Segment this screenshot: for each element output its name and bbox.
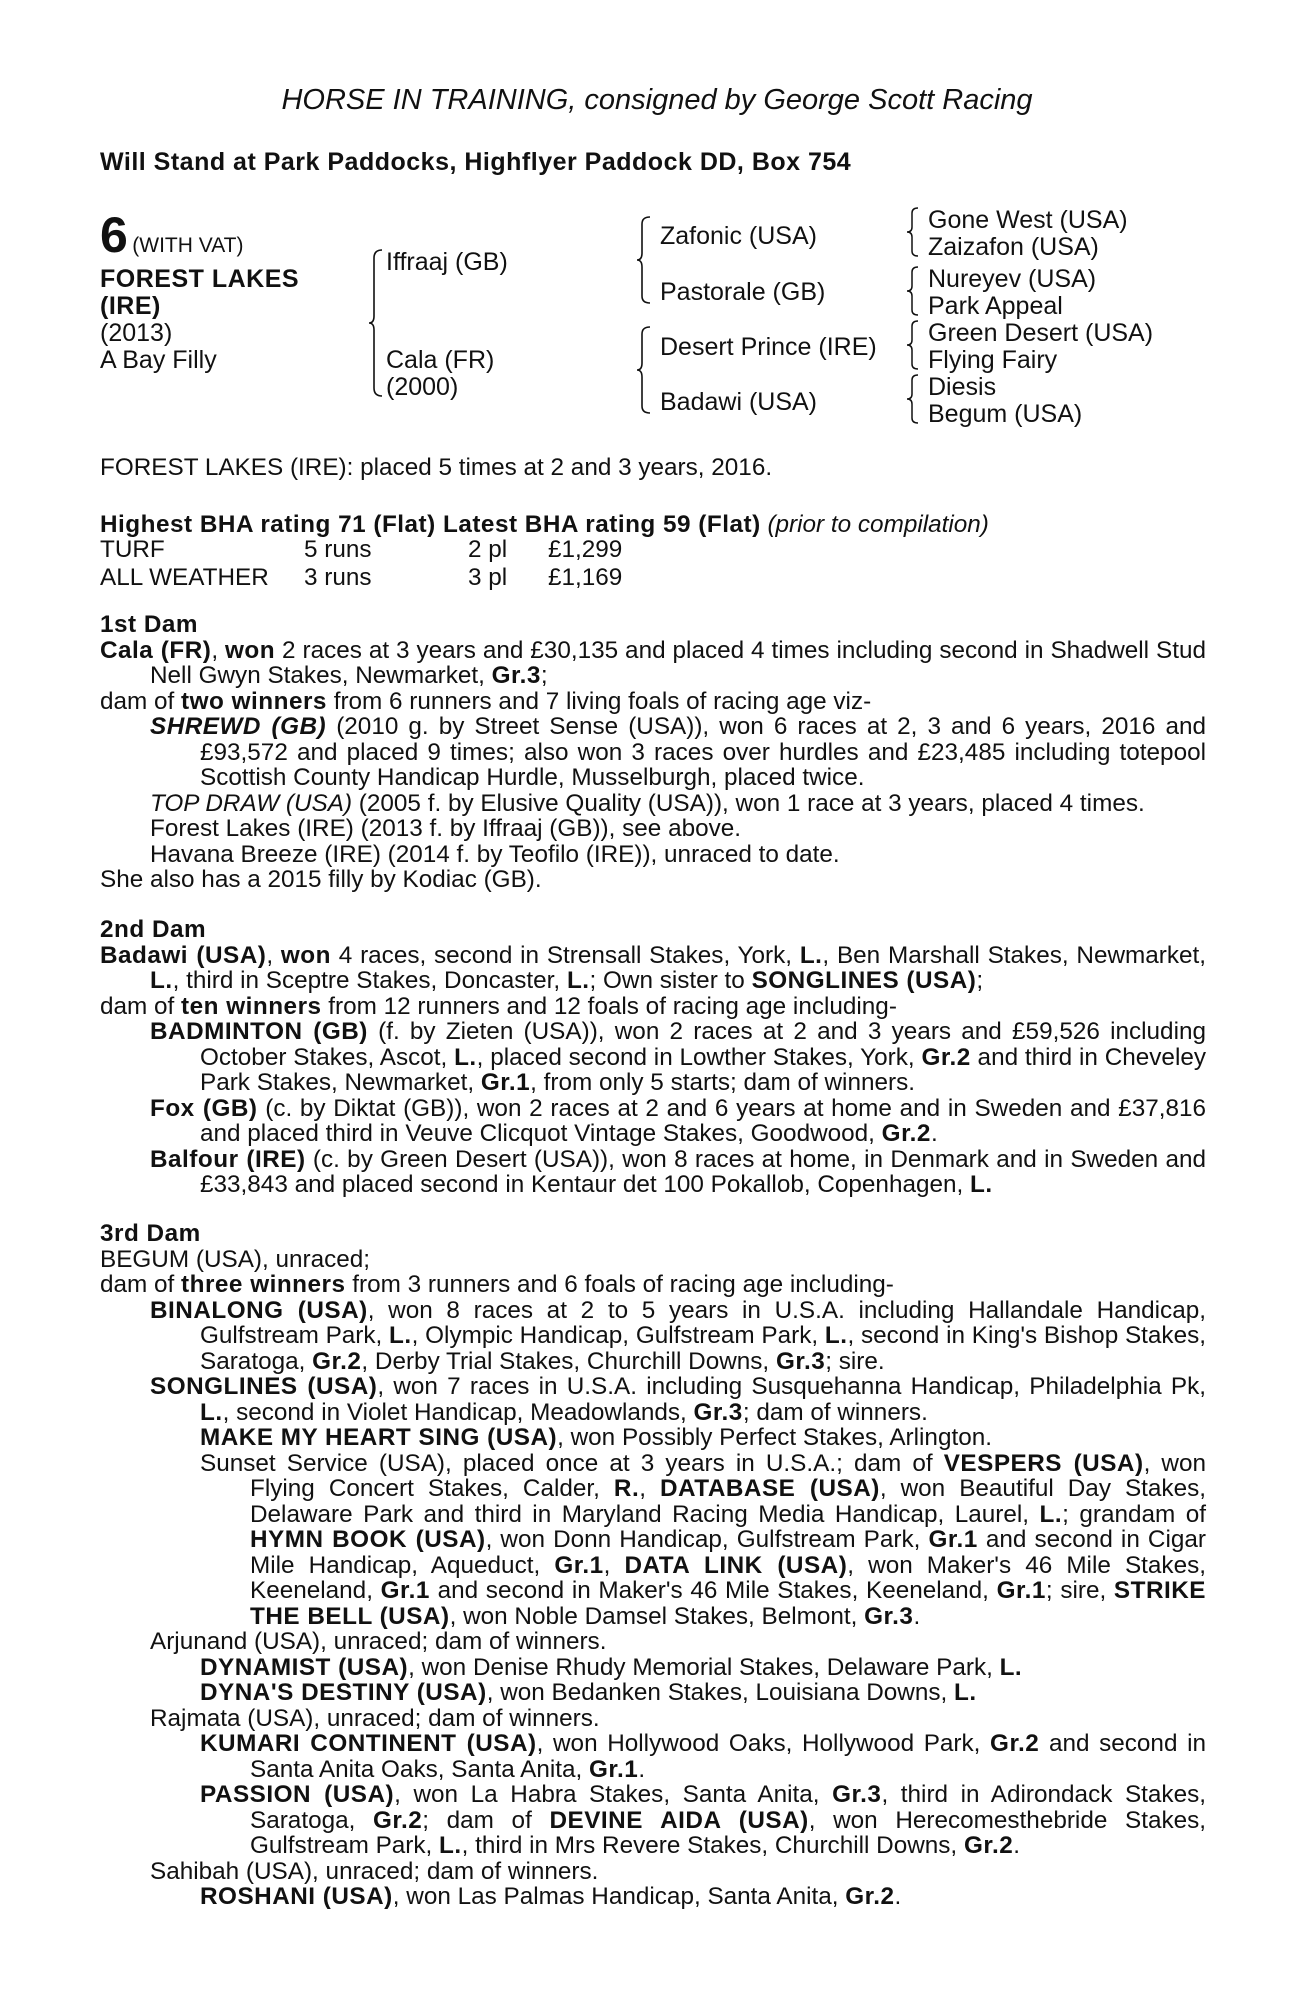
- horse-year: (2013): [100, 319, 173, 347]
- produce-entry: BADMINTON (GB) (f. by Zieten (USA)), won 2 races at 2 and 3 years and £59,526 including October Stakes, Ascot, L., placed second in Lowther Stakes, York, Gr.2 and third in Cheveley Park Stakes, Newmarket, Gr.1, from only 5 starts; dam of winners.: [150, 1018, 1206, 1096]
- dam-year: (2000): [386, 373, 459, 401]
- ddd: Begum (USA): [928, 400, 1083, 428]
- page-title: HORSE IN TRAINING, consigned by George Scott Racing: [281, 84, 1033, 116]
- third-dam-section: [100, 1221, 1206, 1910]
- section-heading: 1st Dam: [100, 611, 199, 638]
- produce-entry: KUMARI CONTINENT (USA), won Hollywood Oaks, Hollywood Park, Gr.2 and second in Santa Anita Oaks, Santa Anita, Gr.1.: [200, 1730, 1206, 1783]
- dam-record: Badawi (USA), won 4 races, second in Strensall Stakes, York, L., Ben Marshall Stakes, Newmarket, L., third in Sceptre Stakes, Doncaster, L.; Own sister to SONGLINES (USA);: [100, 941, 1207, 994]
- sire-sire: Zafonic (USA): [660, 222, 817, 250]
- stand-location: Will Stand at Park Paddocks, Highflyer Paddock DD, Box 754: [100, 148, 852, 176]
- produce-entry: PASSION (USA), won La Habra Stakes, Santa Anita, Gr.3, third in Adirondack Stakes, Saratoga, Gr.2; dam of DEVINE AIDA (USA), won Herecomesthebride Stakes, Gulfstream Park, L., third in Mrs Revere Stakes, Churchill Downs, Gr.2.: [200, 1781, 1207, 1859]
- dam-sire: Desert Prince (IRE): [660, 333, 877, 361]
- produce-entry: Sunset Service (USA), placed once at 3 years in U.S.A.; dam of VESPERS (USA), won Flying Concert Stakes, Calder, R., DATABASE (USA), won Beautiful Day Stakes, Delaware Park and third in Maryland Racing Media Handicap, Laurel, L.; grandam of HYMN BOOK (USA), won Donn Handicap, Gulfstream Park, Gr.1 and second in Cigar Mile Handicap, Aqueduct, Gr.1, DATA LINK (USA), won Maker's 46 Mile Stakes, Keeneland, Gr.1 and second in Maker's 46 Mile Stakes, Keeneland, Gr.1; sire, STRIKE THE BELL (USA), won Noble Damsel Stakes, Belmont, Gr.3.: [200, 1449, 1207, 1630]
- produce-entry: TOP DRAW (USA) (2005 f. by Elusive Quality (USA)), won 1 race at 3 years, placed 4 times.: [150, 789, 1145, 817]
- bha-rating: Highest BHA rating 71 (Flat) Latest BHA rating 59 (Flat) (prior to compilation): [100, 511, 989, 538]
- pedigree-brace-2b: [636, 325, 652, 415]
- sss: Gone West (USA): [928, 206, 1128, 234]
- produce-entry: SONGLINES (USA), won 7 races in U.S.A. including Susquehanna Handicap, Philadelphia Pk, L., second in Violet Handicap, Meadowlands, Gr.3; dam of winners.: [150, 1373, 1206, 1426]
- dds: Diesis: [928, 373, 997, 401]
- first-dam-section: [100, 612, 1206, 893]
- sdd: Park Appeal: [928, 292, 1063, 320]
- dam-produce-summary: dam of ten winners from 12 runners and 12 foals of racing age including-: [100, 992, 897, 1020]
- dam-record: Cala (FR), won 2 races at 3 years and £30,135 and placed 4 times including second in Shadwell Stud Nell Gwyn Stakes, Newmarket, Gr.3;: [100, 636, 1206, 689]
- pedigree-brace-3c: [906, 319, 920, 371]
- pedigree-brace-3a: [906, 206, 920, 258]
- produce-entry: SHREWD (GB) (2010 g. by Street Sense (USA)), won 6 races at 2, 3 and 6 years, 2016 and £93,572 and placed 9 times; also won 3 races over hurdles and £23,485 including totepool Scottish County Handicap Hurdle, Musselburgh, placed twice.: [150, 713, 1206, 791]
- race-summary: FOREST LAKES (IRE): placed 5 times at 2 and 3 years, 2016.: [100, 454, 773, 481]
- horse-name: FOREST LAKES: [100, 265, 300, 293]
- race-stats-table: [100, 536, 622, 592]
- dss: Green Desert (USA): [928, 319, 1154, 347]
- produce-entry: Forest Lakes (IRE) (2013 f. by Iffraaj (GB)), see above.: [150, 815, 742, 842]
- pedigree-brace-2a: [636, 215, 652, 305]
- stats-row: ALL WEATHER 3 runs 3 pl £1,169: [100, 564, 623, 591]
- pedigree-brace-3d: [906, 373, 920, 425]
- horse-name-country: (IRE): [100, 292, 161, 320]
- sds: Nureyev (USA): [928, 265, 1097, 293]
- stats-row: TURF 5 runs 2 pl £1,299: [100, 536, 623, 563]
- dam-produce-summary: dam of three winners from 3 runners and 6 foals of racing age including-: [100, 1271, 894, 1298]
- second-dam-section: [100, 917, 1206, 1198]
- dam-dam: Badawi (USA): [660, 388, 817, 416]
- produce-entry: Sahibah (USA), unraced; dam of winners.: [150, 1857, 599, 1885]
- produce-entry: DYNA'S DESTINY (USA), won Bedanken Stakes, Louisiana Downs, L.: [200, 1679, 977, 1706]
- pedigree-brace-3b: [906, 265, 920, 317]
- produce-entry: BINALONG (USA), won 8 races at 2 to 5 years in U.S.A. including Hallandale Handicap, Gulfstream Park, L., Olympic Handicap, Gulfstream Park, L., second in King's Bishop Stakes, Saratoga, Gr.2, Derby Trial Stakes, Churchill Downs, Gr.3; sire.: [150, 1296, 1206, 1375]
- lot-number: 6: [100, 207, 128, 263]
- sire: Iffraaj (GB): [386, 248, 508, 276]
- produce-entry: Rajmata (USA), unraced; dam of winners.: [150, 1704, 600, 1732]
- dam-record: BEGUM (USA), unraced;: [100, 1245, 371, 1273]
- dam-produce-summary: dam of two winners from 6 runners and 7 living foals of racing age viz-: [100, 687, 872, 715]
- produce-entry: Fox (GB) (c. by Diktat (GB)), won 2 races at 2 and 6 years at home and in Sweden and £37,816 and placed third in Veuve Clicquot Vintage Stakes, Goodwood, Gr.2.: [150, 1094, 1207, 1147]
- produce-entry: Havana Breeze (IRE) (2014 f. by Teofilo (IRE)), unraced to date.: [150, 840, 840, 868]
- section-heading: 2nd Dam: [100, 916, 207, 943]
- produce-entry: Balfour (IRE) (c. by Green Desert (USA)), won 8 races at home, in Denmark and in Sweden and £33,843 and placed second in Kentaur det 100 Pokallob, Copenhagen, L.: [150, 1145, 1206, 1198]
- ssd: Zaizafon (USA): [928, 233, 1099, 261]
- dam: Cala (FR): [386, 346, 495, 374]
- produce-entry: DYNAMIST (USA), won Denise Rhudy Memorial Stakes, Delaware Park, L.: [200, 1653, 1023, 1681]
- produce-entry: ROSHANI (USA), won Las Palmas Handicap, Santa Anita, Gr.2.: [200, 1883, 902, 1910]
- dsd: Flying Fairy: [928, 346, 1058, 374]
- produce-entry: MAKE MY HEART SING (USA), won Possibly Perfect Stakes, Arlington.: [200, 1424, 992, 1451]
- vat-label: (WITH VAT): [132, 234, 244, 257]
- horse-description: A Bay Filly: [100, 346, 217, 374]
- produce-note: She also has a 2015 filly by Kodiac (GB).: [100, 866, 542, 893]
- section-heading: 3rd Dam: [100, 1220, 201, 1247]
- produce-entry: Arjunand (USA), unraced; dam of winners.: [150, 1628, 607, 1655]
- sire-dam: Pastorale (GB): [660, 278, 826, 306]
- pedigree-brace-1: [368, 248, 384, 398]
